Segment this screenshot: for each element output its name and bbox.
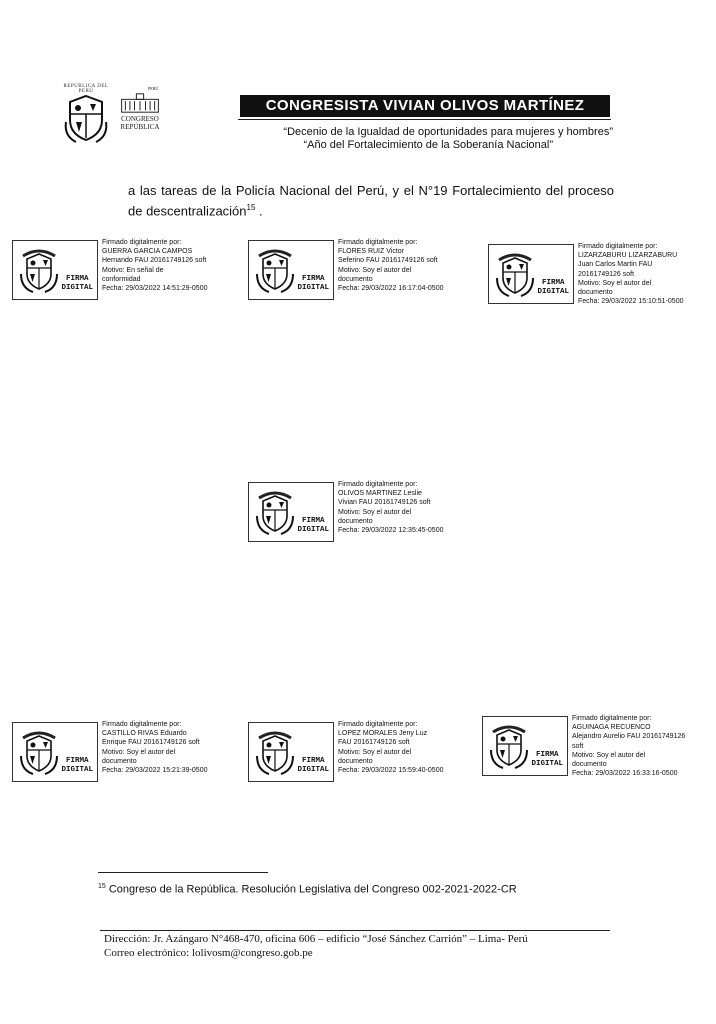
congreso-label [112,115,168,131]
signature-line: FLORES RUIZ Victor [338,248,404,256]
digital-label: DIGITAL [537,288,569,296]
anio-text: “Año del Fortalecimiento de la Soberanía Nacional” [303,139,553,151]
signature-line: documento [338,275,373,283]
signature-line: Firmado digitalmente por: [578,243,658,250]
signature-details [338,480,488,535]
footnote-text: Congreso de la República. Resolución Legislativa del Congreso 002-2021-2022-CR [105,883,517,896]
footer-email: Correo electrónico: lolivosm@congreso.gob.pe [104,947,313,959]
peru-seal-icon [17,244,61,294]
firma-digital-label [297,517,329,535]
digital-label: DIGITAL [61,284,93,292]
firma-digital-stamp [12,722,98,782]
firma-digital-label [61,275,93,293]
signature-line: Hernando FAU 20161749126 soft [102,257,207,265]
signature-line: documento [338,757,373,765]
firma-digital-label [297,757,329,775]
signature-line: Fecha: 29/03/2022 16:33:16-0500 [572,770,678,778]
digital-label: DIGITAL [531,760,563,768]
signature-line: documento [578,289,613,297]
signature-line: Firmado digitalmente por: [338,481,418,488]
peru-seal-icon [253,486,297,536]
digital-label: DIGITAL [297,766,329,774]
peru-seal-icon [493,248,537,298]
signature-details [338,238,488,293]
firma-digital-label [531,751,563,769]
firma-digital-stamp [12,240,98,300]
signature-line: documento [102,757,137,765]
firma-digital-stamp [248,240,334,300]
footer-divider [100,930,610,931]
signature-line: LIZARZABURU LIZARZABURU [578,252,678,260]
signature-line: Seferino FAU 20161749126 soft [338,257,438,265]
signature-line: Motivo: Soy el autor del [338,508,412,516]
signature-line: Firmado digitalmente por: [572,715,652,722]
signature-line: FAU 20161749126 soft [338,739,410,747]
signature-line: Firmado digitalmente por: [102,239,182,246]
signature-line: Motivo: En señal de [102,266,164,274]
firma-digital-stamp [482,716,568,776]
banner-divider [238,119,611,120]
signature-line: Vivian FAU 20161749126 soft [338,499,431,507]
signature-details [102,720,252,775]
signature-line: Motivo: Soy el autor del [102,748,176,756]
firma-label: FIRMA [65,757,89,765]
digital-label: DIGITAL [297,526,329,534]
firma-label: FIRMA [301,757,325,765]
signature-line: Motivo: Soy el autor del [572,751,646,759]
peru-seal-text: REPÚBLICA DEL PERÚ [63,84,109,94]
peru-seal-icon [17,726,61,776]
peru-seal-icon [253,726,297,776]
footnote-reference[interactable]: 15 [246,203,256,212]
signature-line: Fecha: 29/03/2022 16:17:04-0500 [338,285,444,293]
digital-label: DIGITAL [61,766,93,774]
signature-line: GUERRA GARCIA CAMPOS [102,248,193,256]
signature-line: LOPEZ MORALES Jeny Luz [338,730,428,738]
signature-line: Juan Carlos Martin FAU [578,261,653,269]
signature-line: AGUINAGA RECUENCO [572,724,651,732]
signature-line: Fecha: 29/03/2022 12:35:45-0500 [338,527,444,535]
firma-label: FIRMA [535,751,559,759]
firma-digital-stamp [248,722,334,782]
signature-line: Motivo: Soy el autor del [338,748,412,756]
signature-line: Fecha: 29/03/2022 15:10:51-0500 [578,298,684,306]
peru-seal-icon [487,720,531,770]
signature-line: Firmado digitalmente por: [338,239,418,246]
signature-line: Enrique FAU 20161749126 soft [102,739,200,747]
body-paragraph [128,182,614,219]
footnote-number: 15 [98,883,106,890]
signature-line: Firmado digitalmente por: [338,721,418,728]
signature-line: soft [572,742,584,750]
signature-line: Fecha: 29/03/2022 14:51:29-0500 [102,285,208,293]
firma-label: FIRMA [541,279,565,287]
signature-line: CASTILLO RIVAS Eduardo [102,730,187,738]
peru-coat-of-arms-icon [62,92,110,144]
signature-details [578,242,716,306]
firma-label: FIRMA [65,275,89,283]
signature-details [338,720,488,775]
firma-label: FIRMA [301,517,325,525]
signature-line: OLIVOS MARTINEZ Leslie [338,490,422,498]
paragraph-text: a las tareas de la Policía Nacional del Perú, y el N°19 Fortalecimiento del proceso de descentralización [128,183,614,219]
firma-digital-label [537,279,569,297]
congreso-small-label: PERÚ [148,86,159,91]
page-title-banner: CONGRESISTA VIVIAN OLIVOS MARTÍNEZ [240,95,610,117]
signature-line: Firmado digitalmente por: [102,721,182,728]
footer-address: Dirección: Jr. Azángaro N°468-470, oficina 606 – edificio “José Sánchez Carrión” – Lima- Perú [104,933,528,945]
signature-line: Motivo: Soy el autor del [578,279,652,287]
signature-line: 20161749126 soft [578,270,635,278]
footnote [98,880,658,897]
firma-digital-stamp [248,482,334,542]
firma-digital-stamp [488,244,574,304]
firma-digital-label [297,275,329,293]
signature-line: Alejandro Aurelio FAU 20161749126 [572,733,686,741]
paragraph-end: . [255,203,263,219]
signature-line: Fecha: 29/03/2022 15:21:39-0500 [102,767,208,775]
decenio-text: “Decenio de la Igualdad de oportunidades para mujeres y hombres” [283,126,613,138]
signature-details [102,238,252,293]
footnote-divider [98,872,268,873]
signature-line: documento [572,761,607,769]
signature-line: documento [338,517,373,525]
signature-line: Fecha: 29/03/2022 15:59:40-0500 [338,767,444,775]
peru-seal-icon [253,244,297,294]
firma-digital-label [61,757,93,775]
signature-line: Motivo: Soy el autor del [338,266,412,274]
firma-label: FIRMA [301,275,325,283]
signature-details [572,714,716,778]
congreso-label-1: CONGRESO [121,115,159,123]
signature-line: conformidad [102,275,141,283]
digital-label: DIGITAL [297,284,329,292]
congreso-label-2: REPÚBLICA [120,123,160,131]
congreso-building-icon [116,92,164,114]
